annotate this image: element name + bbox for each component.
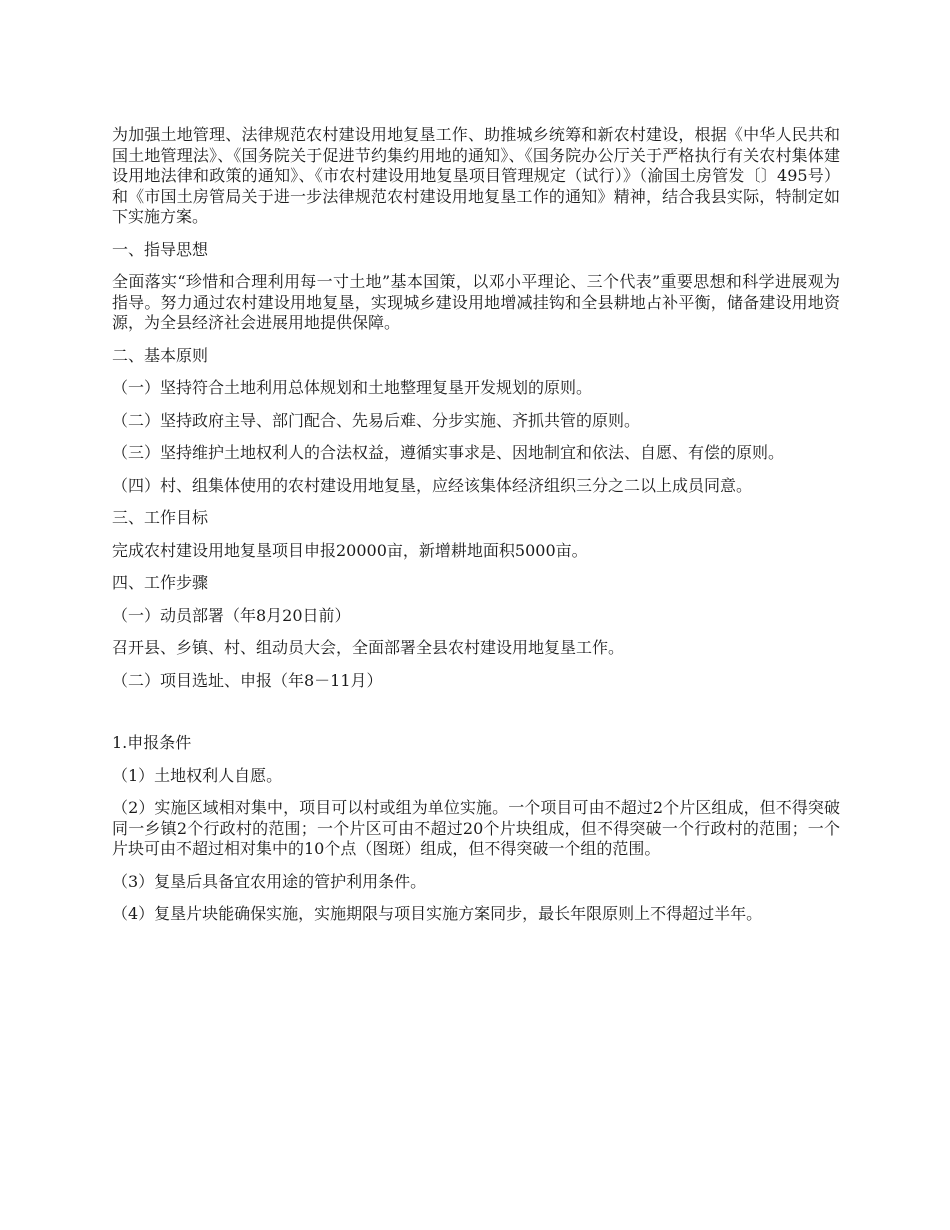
principle-item-4: （四）村、组集体使用的农村建设用地复垦，应经该集体经济组织三分之二以上成员同意。 [112,475,753,495]
step-item-1: （一）动员部署（年8月20日前） [112,605,351,625]
subheading-application-conditions: 1.申报条件 [112,733,192,752]
principle-item-2: （二）坚持政府主导、部门配合、先易后难、分步实施、齐抓共管的原则。 [112,410,641,430]
guiding-thought-paragraph: 全面落实“珍惜和合理利用每一寸土地”基本国策，以邓小平理论、三个代表”重要思想和科学进展观为指导。努力通过农村建设用地复垦，实现城乡建设用地增减挂钩和全县耕地占补平衡，储备建设用地资源，为全县经济社会进展用地提供保障。 [112,272,840,332]
intro-paragraph: 为加强土地管理、法律规范农村建设用地复垦工作、助推城乡统筹和新农村建设，根据《中华人民共和国土地管理法》、《国务院关于促进节约集约用地的通知》、《国务院办公厅关于严格执行有关农村集体建设用地法律和政策的通知》、《市农村建设用地复垦项目管理规定（试行）》（渝国土房管发〔〕495号）和《市国土房管局关于进一步法律规范农村建设用地复垦工作的通知》精神，结合我县实际，特制定如下实施方案。 [112,125,840,226]
work-goals-paragraph: 完成农村建设用地复垦项目申报20000亩，新增耕地面积5000亩。 [112,540,588,560]
section-heading-work-steps: 四、工作步骤 [112,573,209,592]
step-item-1-detail: 召开县、乡镇、村、组动员大会，全面部署全县农村建设用地复垦工作。 [112,638,625,657]
condition-item-3: （3）复垦后具备宜农用途的管护利用条件。 [112,871,427,891]
section-heading-guiding-thought: 一、指导思想 [112,239,209,259]
condition-item-1: （1）土地权利人自愿。 [112,765,283,785]
principle-item-1: （一）坚持符合土地利用总体规划和土地整理复垦开发规划的原则。 [112,378,593,397]
condition-item-4: （4）复垦片块能确保实施，实施期限与项目实施方案同步，最长年限原则上不得超过半年。 [112,904,763,923]
condition-item-2: （2）实施区域相对集中，项目可以村或组为单位实施。一个项目可由不超过2个片区组成，但不得突破同一乡镇2个行政村的范围；一个片区可由不超过20个片块组成，但不得突破一个行政村的范围；一个片块可由不超过相对集中的10个点（图斑）组成，但不得突破一个组的范围。 [112,798,840,858]
principle-item-3: （三）坚持维护土地权利人的合法权益，遵循实事求是、因地制宜和依法、自愿、有偿的原则。 [112,443,785,462]
document-body [112,125,840,937]
step-item-2: （二）项目选址、申报（年8－11月） [112,670,383,690]
section-heading-basic-principles: 二、基本原则 [112,345,209,365]
section-heading-work-goals: 三、工作目标 [112,508,209,527]
